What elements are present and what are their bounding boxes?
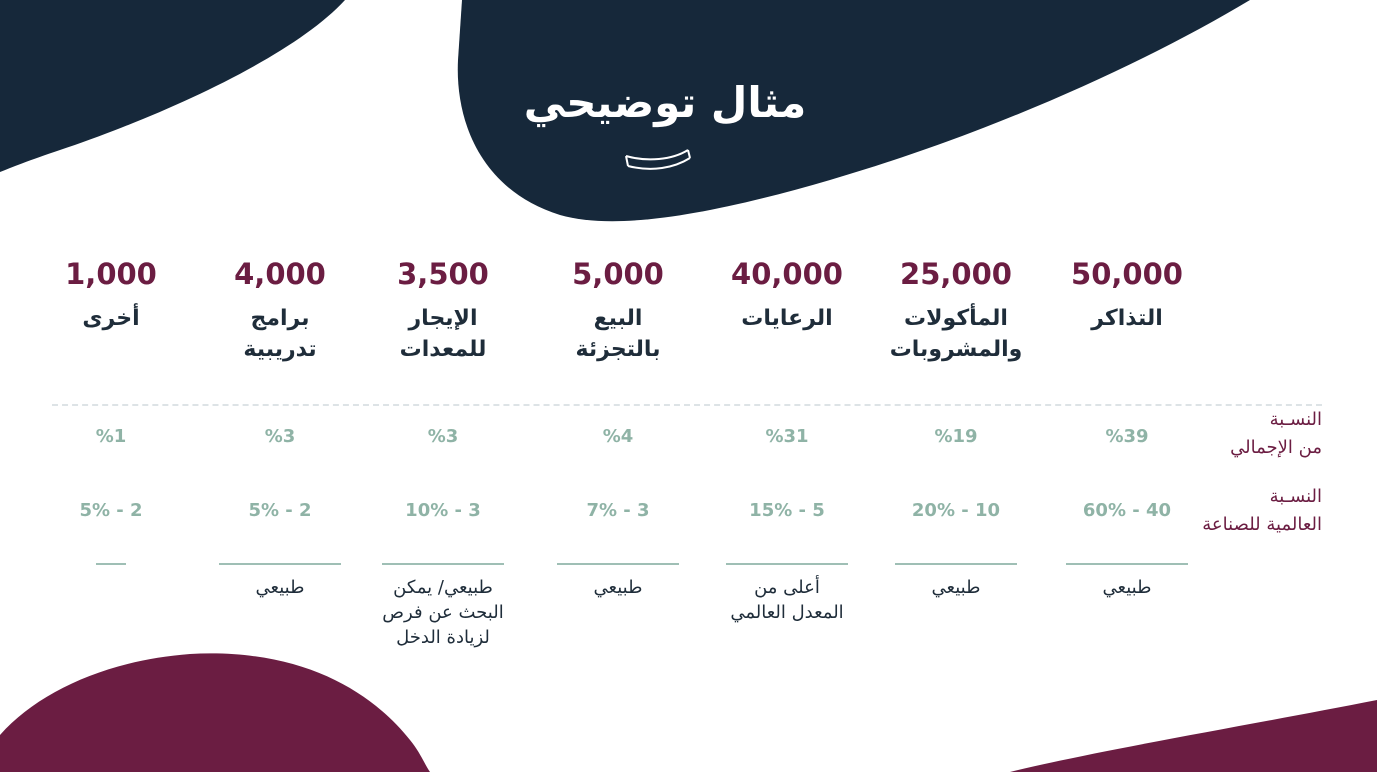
amount: 50,000 — [1071, 257, 1183, 291]
industry-value: 40 - 60% — [1082, 500, 1172, 521]
category-line: الإيجار — [408, 306, 478, 331]
category-line: برامج — [250, 306, 310, 331]
category-label — [36, 303, 186, 393]
industry-value: 2 - 5% — [248, 500, 312, 521]
share-value: %3 — [427, 426, 459, 447]
row-label-line: العالمية للصناعة — [1202, 514, 1322, 535]
amount: 5,000 — [572, 257, 664, 291]
page-title: مثال توضيحي — [523, 78, 807, 127]
column-rule — [382, 563, 504, 565]
category-label — [205, 303, 355, 393]
row-label-line: النسـبة — [1269, 409, 1322, 430]
share-value: %19 — [934, 426, 978, 447]
share-value: %39 — [1105, 426, 1149, 447]
industry-value: 5 - 15% — [749, 500, 825, 521]
assessment-note — [1052, 575, 1202, 600]
row-label-line: من الإجمالي — [1230, 437, 1322, 458]
note-line: أعلى من — [754, 577, 820, 598]
assessment-note — [543, 575, 693, 600]
column-rule — [96, 563, 126, 565]
share-value: %31 — [765, 426, 809, 447]
assessment-note — [881, 575, 1031, 600]
divider-dashed — [52, 404, 1322, 406]
industry-value: 3 - 7% — [586, 500, 650, 521]
amount: 4,000 — [234, 257, 326, 291]
column-rule — [219, 563, 341, 565]
column-rule — [557, 563, 679, 565]
note-line: لزيادة الدخل — [396, 627, 490, 648]
amount: 1,000 — [65, 257, 157, 291]
assessment-note — [205, 575, 355, 600]
industry-value: 10 - 20% — [911, 500, 1001, 521]
column-rule — [1066, 563, 1188, 565]
category-line: التذاكر — [1091, 306, 1163, 331]
row-label-line: النسـبة — [1269, 486, 1322, 507]
category-line: الرعايات — [741, 306, 833, 331]
assessment-note — [368, 575, 518, 650]
category-line: البيع — [593, 306, 643, 331]
amount: 3,500 — [397, 257, 489, 291]
share-value: %1 — [95, 426, 127, 447]
navy-blob-left — [0, 0, 345, 172]
share-value: %3 — [264, 426, 296, 447]
column-sponsorships — [712, 255, 862, 393]
note-line: طبيعي/ يمكن — [393, 577, 493, 598]
column-food-beverage — [881, 255, 1031, 393]
note-line: طبيعي — [255, 577, 305, 598]
assessment-note — [712, 575, 862, 625]
column-retail — [543, 255, 693, 393]
category-label — [368, 303, 518, 393]
column-rule — [726, 563, 848, 565]
note-line: طبيعي — [931, 577, 981, 598]
category-line: بالتجزئة — [575, 337, 661, 362]
column-training — [205, 255, 355, 393]
swoosh-decoration — [622, 146, 694, 176]
category-label — [1052, 303, 1202, 393]
category-label — [712, 303, 862, 393]
column-other — [36, 255, 186, 393]
category-line: تدريبية — [243, 337, 317, 362]
share-value: %4 — [602, 426, 634, 447]
note-line: طبيعي — [593, 577, 643, 598]
category-line: والمشروبات — [889, 337, 1023, 362]
category-label — [543, 303, 693, 393]
maroon-blob-right — [1010, 700, 1377, 772]
note-line: البحث عن فرص — [382, 602, 504, 623]
note-line: طبيعي — [1102, 577, 1152, 598]
note-line: المعدل العالمي — [730, 602, 844, 623]
amount: 25,000 — [900, 257, 1012, 291]
category-line: للمعدات — [399, 337, 487, 362]
category-label — [881, 303, 1031, 393]
category-line: المأكولات — [904, 306, 1008, 331]
industry-value: 2 - 5% — [79, 500, 143, 521]
column-equipment-rental — [368, 255, 518, 393]
category-line: أخرى — [82, 306, 140, 331]
column-rule — [895, 563, 1017, 565]
industry-value: 3 - 10% — [405, 500, 481, 521]
column-tickets — [1052, 255, 1202, 393]
maroon-blob-left — [0, 653, 430, 772]
amount: 40,000 — [731, 257, 843, 291]
